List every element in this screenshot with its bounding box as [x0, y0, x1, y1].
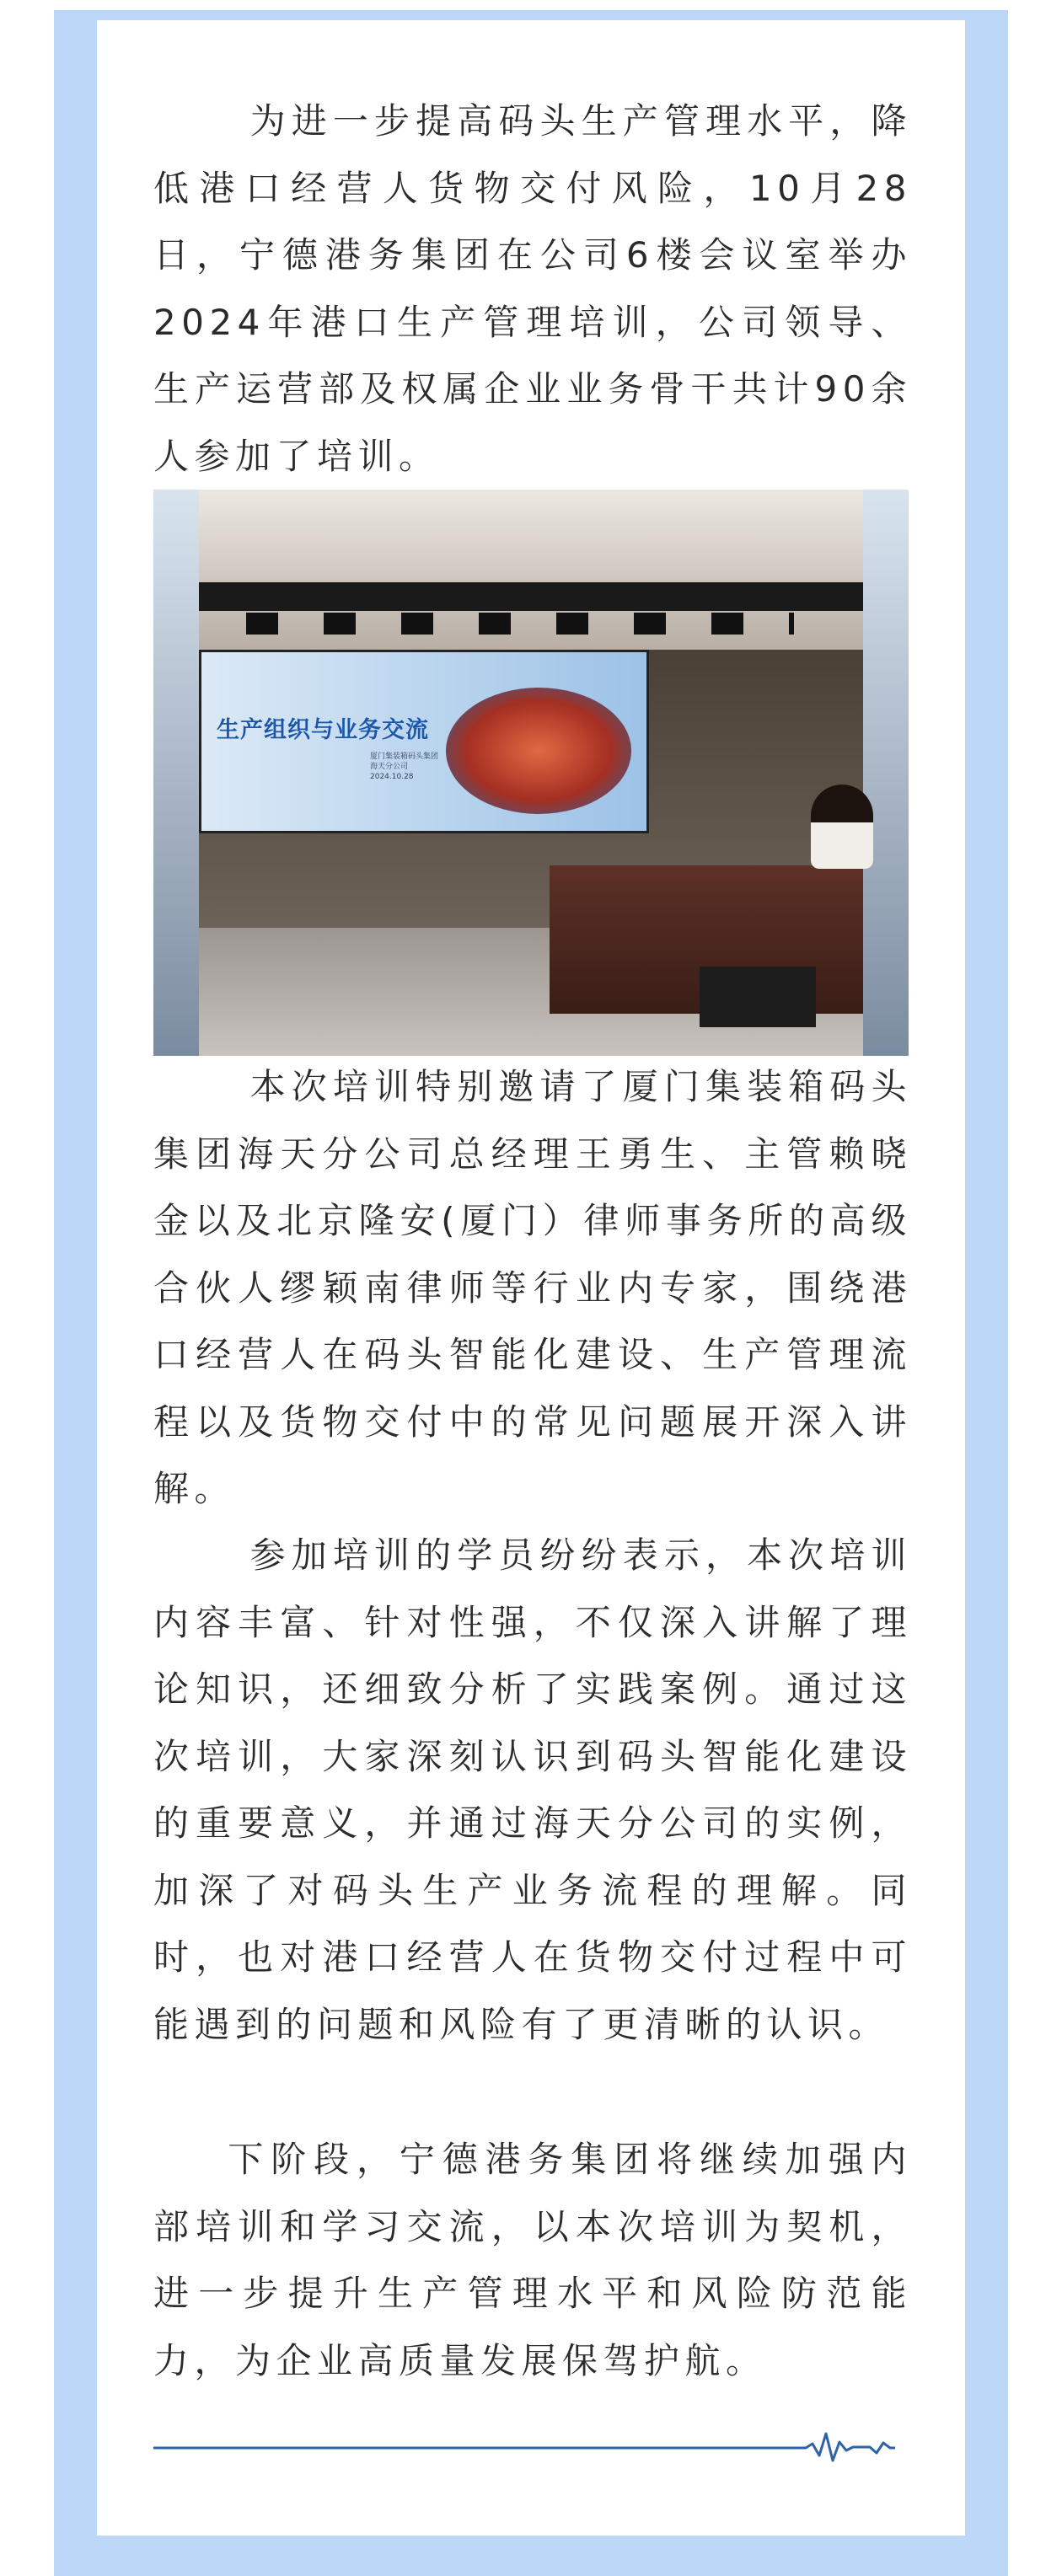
paragraph-2: 本次培训特别邀请了厦门集装箱码头集团海天分公司总经理王勇生、主管赖晓金以及北京隆安(厦门）律师事务所的高级合伙人缪颖南律师等行业内专家，围绕港口经营人在码头智能化建设、生产管理流程以及货物交付中的常见问题展开深入讲解。 [153, 1066, 912, 1509]
paragraph-4: 下阶段，宁德港务集团将继续加强内部培训和学习交流，以本次培训为契机，进一步提升生产管理水平和风险防范能力，为企业高质量发展保驾护航。 [153, 2139, 912, 2381]
photo-stage-lights [246, 613, 794, 635]
photo-side-screen-left [153, 490, 199, 1056]
screen-subtitle [370, 752, 438, 782]
photo-floor-speaker [700, 967, 816, 1027]
screen-subtitle-line: 厦门集装箱码头集团 [370, 752, 439, 761]
training-photo [153, 490, 909, 1056]
photo-side-screen-right [863, 490, 909, 1056]
screen-port-image [446, 688, 631, 814]
divider-line [153, 2434, 895, 2461]
paragraph-3: 参加培训的学员纷纷表示，本次培训内容丰富、针对性强，不仅深入讲解了理论知识，还细致分析了实践案例。通过这次培训，大家深刻认识到码头智能化建设的重要意义，并通过海天分公司的实例，加深了对码头生产业务流程的理解。同时，也对港口经营人在货物交付过程中可能遇到的问题和风险有了更清晰的认识。 [153, 1534, 912, 2045]
paragraph-1: 为进一步提高码头生产管理水平，降低港口经营人货物交付风险，10月28日，宁德港务集团在公司6楼会议室举办2024年港口生产管理培训，公司领导、生产运营部及权属企业业务骨干共计90余人参加了培训。 [153, 100, 912, 477]
photo-speaker-person [811, 785, 873, 869]
screen-title: 生产组织与业务交流 [217, 717, 429, 743]
screen-subtitle-line: 2024.10.28 [370, 773, 414, 781]
projection-screen [199, 650, 649, 833]
wave-divider [153, 2427, 895, 2469]
photo-light-beam [199, 582, 863, 611]
screen-subtitle-line: 海天分公司 [370, 763, 409, 771]
